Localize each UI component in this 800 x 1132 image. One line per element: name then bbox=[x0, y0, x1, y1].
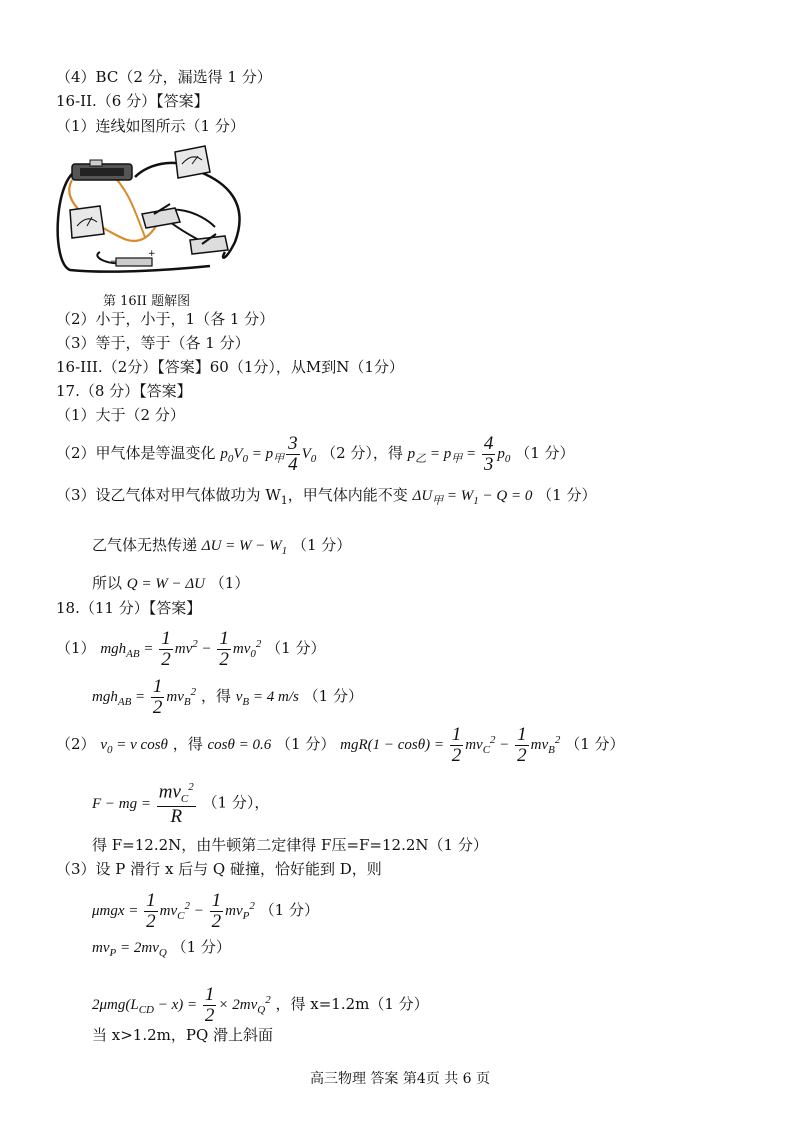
answer-18-1-a: （1） mgh$_{AB}$ = $\frac{1}{2}$ $mv^2$ − $\frac{1}{2}$ $mv_0^2$ （1 分） bbox=[56, 628, 326, 671]
equation-internal-energy: $\Delta U_甲 = W_1 - Q = 0$ bbox=[412, 488, 533, 507]
answer-18-3-c: $2\mu mg(L_{CD} - x)$ = $\frac{1}{2}$ × $2mv_Q^2$ ，得 x=1.2m（1 分） bbox=[92, 984, 429, 1027]
section-17-heading: 17.（8 分）【答案】 bbox=[56, 382, 192, 400]
equation-pressure-result: $p_乙 = p_甲$ = $\frac{4}{3}$ $p_0$ bbox=[407, 433, 511, 475]
equation-energy-ab: mgh$_{AB}$ = $\frac{1}{2}$ $mv^2$ − $\frac{1}{2}$ $mv_0^2$ bbox=[100, 628, 262, 671]
section-18-heading: 18.（11 分）【答案】 bbox=[56, 599, 202, 617]
equation-isothermal: $p_0V_0 = p_甲$ $\frac{3}{4}$ $V_0$ bbox=[220, 433, 317, 475]
answer-17-3: （3）设乙气体对甲气体做功为 $W_1$，甲气体内能不变 $\Delta U_甲 = W_1 - Q = 0$ （1 分） bbox=[56, 486, 597, 507]
equation-friction-work: μmgx = $\frac{1}{2}$ $mv_C^2$ − $\frac{1}{2}$ $mv_P^2$ bbox=[92, 890, 255, 933]
equation-v0-cos: $v_0 = v$ cosθ bbox=[100, 737, 168, 756]
circuit-diagram-figure bbox=[50, 142, 250, 276]
voltmeter bbox=[175, 146, 210, 178]
answer-16-ii-3: （3）等于，等于（各 1 分） bbox=[56, 334, 250, 352]
answer-18-1-b: mgh$_{AB}$ = $\frac{1}{2}$ $mv_B^2$ ，得 $v_B = 4$ m/s （1 分） bbox=[92, 676, 363, 719]
answer-18-3-intro: （3）设 P 滑行 x 后与 Q 碰撞，恰好能到 D，则 bbox=[56, 860, 382, 878]
equation-energy-b: $\Delta U = W - W_1$ bbox=[201, 538, 288, 557]
answer-18-2-a: （2） $v_0 = v$ cosθ ，得 cosθ = 0.6 （1 分） mgR(1 − cosθ) = $\frac{1}{2}$ $mv_C^2$ − $\frac{1}{2}$ $mv_B^2$ （1 分） bbox=[56, 724, 625, 767]
answer-17-3-result: 所以 Q = W − ΔU （1） bbox=[92, 574, 250, 592]
rheostat-coil bbox=[80, 168, 124, 176]
answer-line-4-bc: （4）BC（2 分，漏选得 1 分） bbox=[56, 68, 272, 86]
switch-2 bbox=[190, 234, 228, 254]
equation-energy-b-speed: mgh$_{AB}$ = $\frac{1}{2}$ $mv_B^2$ bbox=[92, 676, 197, 719]
svg-text:−: − bbox=[110, 257, 118, 267]
equation-friction-cd: $2\mu mg(L_{CD} - x)$ = $\frac{1}{2}$ × $2mv_Q^2$ bbox=[92, 984, 271, 1027]
svg-text:+: + bbox=[148, 249, 156, 259]
equation-momentum: $mv_P = 2mv_Q$ bbox=[92, 940, 167, 959]
equation-energy-bc: mgR(1 − cosθ) = $\frac{1}{2}$ $mv_C^2$ − $\frac{1}{2}$ $mv_B^2$ bbox=[340, 724, 561, 767]
answer-17-2: （2）甲气体是等温变化 $p_0V_0 = p_甲$ $\frac{3}{4}$ $V_0$ （2 分），得 $p_乙 = p_甲$ = $\frac{4}{3}$ $p_0$ （1 分） bbox=[56, 433, 575, 475]
answer-18-3-b: $mv_P = 2mv_Q$ （1 分） bbox=[92, 938, 231, 959]
answer-18-3-a: μmgx = $\frac{1}{2}$ $mv_C^2$ − $\frac{1}{2}$ $mv_P^2$ （1 分） bbox=[92, 890, 319, 933]
ammeter bbox=[70, 206, 104, 238]
battery bbox=[110, 249, 156, 267]
equation-centripetal: F − mg = $\frac{mv_C^2}{R}$ bbox=[92, 781, 194, 827]
equation-cos-value: cosθ = 0.6 bbox=[207, 737, 272, 753]
equation-heat-q: Q = W − ΔU bbox=[126, 576, 206, 592]
section-16-ii-heading: 16-II.（6 分）【答案】 bbox=[56, 92, 209, 110]
answer-16-ii-2: （2）小于，小于，1（各 1 分） bbox=[56, 310, 275, 328]
answer-17-3-heat: 乙气体无热传递 $\Delta U = W - W_1$ （1 分） bbox=[92, 536, 352, 557]
answer-17-1: （1）大于（2 分） bbox=[56, 406, 185, 424]
figure-caption: 第 16II 题解图 bbox=[103, 294, 191, 309]
answer-18-2-b: F − mg = $\frac{mv_C^2}{R}$ （1 分）， bbox=[92, 781, 270, 827]
page-footer: 高三物理 答案 第4页 共 6 页 bbox=[309, 1071, 491, 1087]
answer-16-ii-1: （1）连线如图所示（1 分） bbox=[56, 117, 245, 135]
rheostat-slider bbox=[90, 160, 102, 166]
answer-16-iii: 16-III.（2分）【答案】60（1分），从M到N（1分） bbox=[56, 358, 404, 376]
wire-orange-2 bbox=[110, 172, 145, 237]
answer-18-3-d: 当 x>1.2m，PQ 滑上斜面 bbox=[92, 1026, 274, 1044]
equation-vb-value: $v_B = 4$ m/s bbox=[235, 689, 299, 708]
answer-18-2-c: 得 F=12.2N，由牛顿第二定律得 F压=F=12.2N（1 分） bbox=[92, 836, 488, 854]
